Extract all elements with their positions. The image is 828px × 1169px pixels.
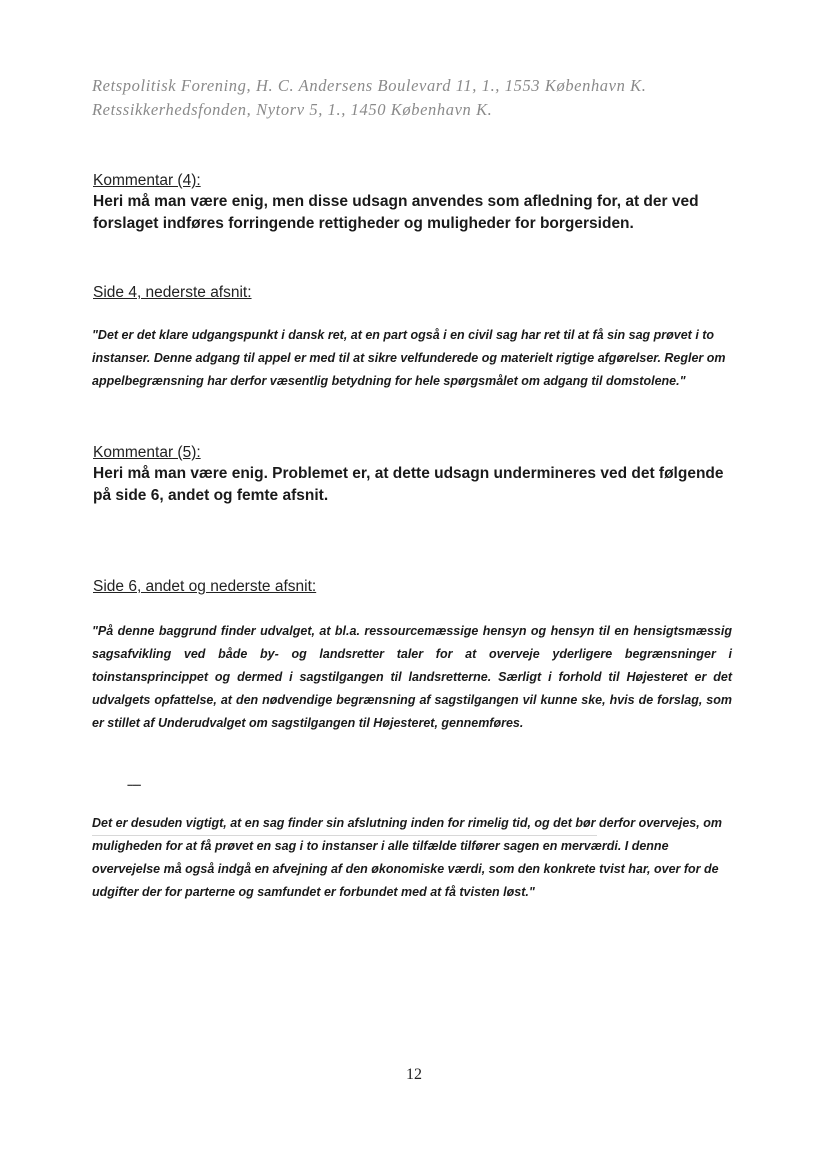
section-page4-quote: "Det er det klare udgangspunkt i dansk ret, at en part også i en civil sag har ret til at få sin sag prøvet i to instanser. Denne adgang til appel er med til at sikre velfunderede og materielt rigtige afgørelser. Regler om appelbegrænsning har derfor væsentlig betydning for hele spørgsmålet om adgang til domstolene." xyxy=(92,328,726,388)
quote-separator: ----- xyxy=(127,779,141,791)
comment-4-body: Heri må man være enig, men disse udsagn anvendes som afledning for, at der ved forslaget indføres forringende rettigheder og muligheder for borgersiden. xyxy=(93,193,699,232)
letterhead-line-1: Retspolitisk Forening, H. C. Andersens Boulevard 11, 1., 1553 København K. xyxy=(92,76,647,95)
letterhead xyxy=(92,74,752,122)
comment-5-body: Heri må man være enig. Problemet er, at dette udsagn undermineres ved det følgende på side 6, andet og femte afsnit. xyxy=(93,465,724,504)
section-page4-heading: Side 4, nederste afsnit: xyxy=(93,284,252,301)
comment-4 xyxy=(93,171,743,235)
section-page6-heading: Side 6, andet og nederste afsnit: xyxy=(93,578,317,595)
section-page6-quote-1: "På denne baggrund finder udvalget, at bl.a. ressourcemæssige hensyn og hensyn til en hensigtsmæssig sagsafvikling ved både by- og landsretter taler for at overveje yderligere begrænsninger i toinstansprincippet og dermed i sagstilgangen til landsretterne. Særligt i forhold til Højesteret er det udvalgets opfattelse, at den nødvendige begrænsning af sagstilgangen vil kunne ske, hvis de forslag, som er stillet af Underudvalget om sagstilgangen til Højesteret, gennemføres. xyxy=(92,624,732,730)
comment-5-heading: Kommentar (5): xyxy=(93,444,201,461)
page-number: 12 xyxy=(406,1066,422,1083)
letterhead-line-2: Retssikkerhedsfonden, Nytorv 5, 1., 1450 København K. xyxy=(92,100,493,119)
comment-4-heading: Kommentar (4): xyxy=(93,172,201,189)
section-page6-quote-2: Det er desuden vigtigt, at en sag finder sin afslutning inden for rimelig tid, og det bør derfor overvejes, om muligheden for at få prøvet en sag i to instanser i alle tilfælde tilfører sagen en merværdi. I denne overvejelse må også indgå en afvejning af den økonomiske værdi, som den konkrete tvist har, over for de udgifter der for parterne og samfundet er forbundet med at få tvisten løst." xyxy=(92,816,722,899)
comment-5 xyxy=(93,443,743,507)
